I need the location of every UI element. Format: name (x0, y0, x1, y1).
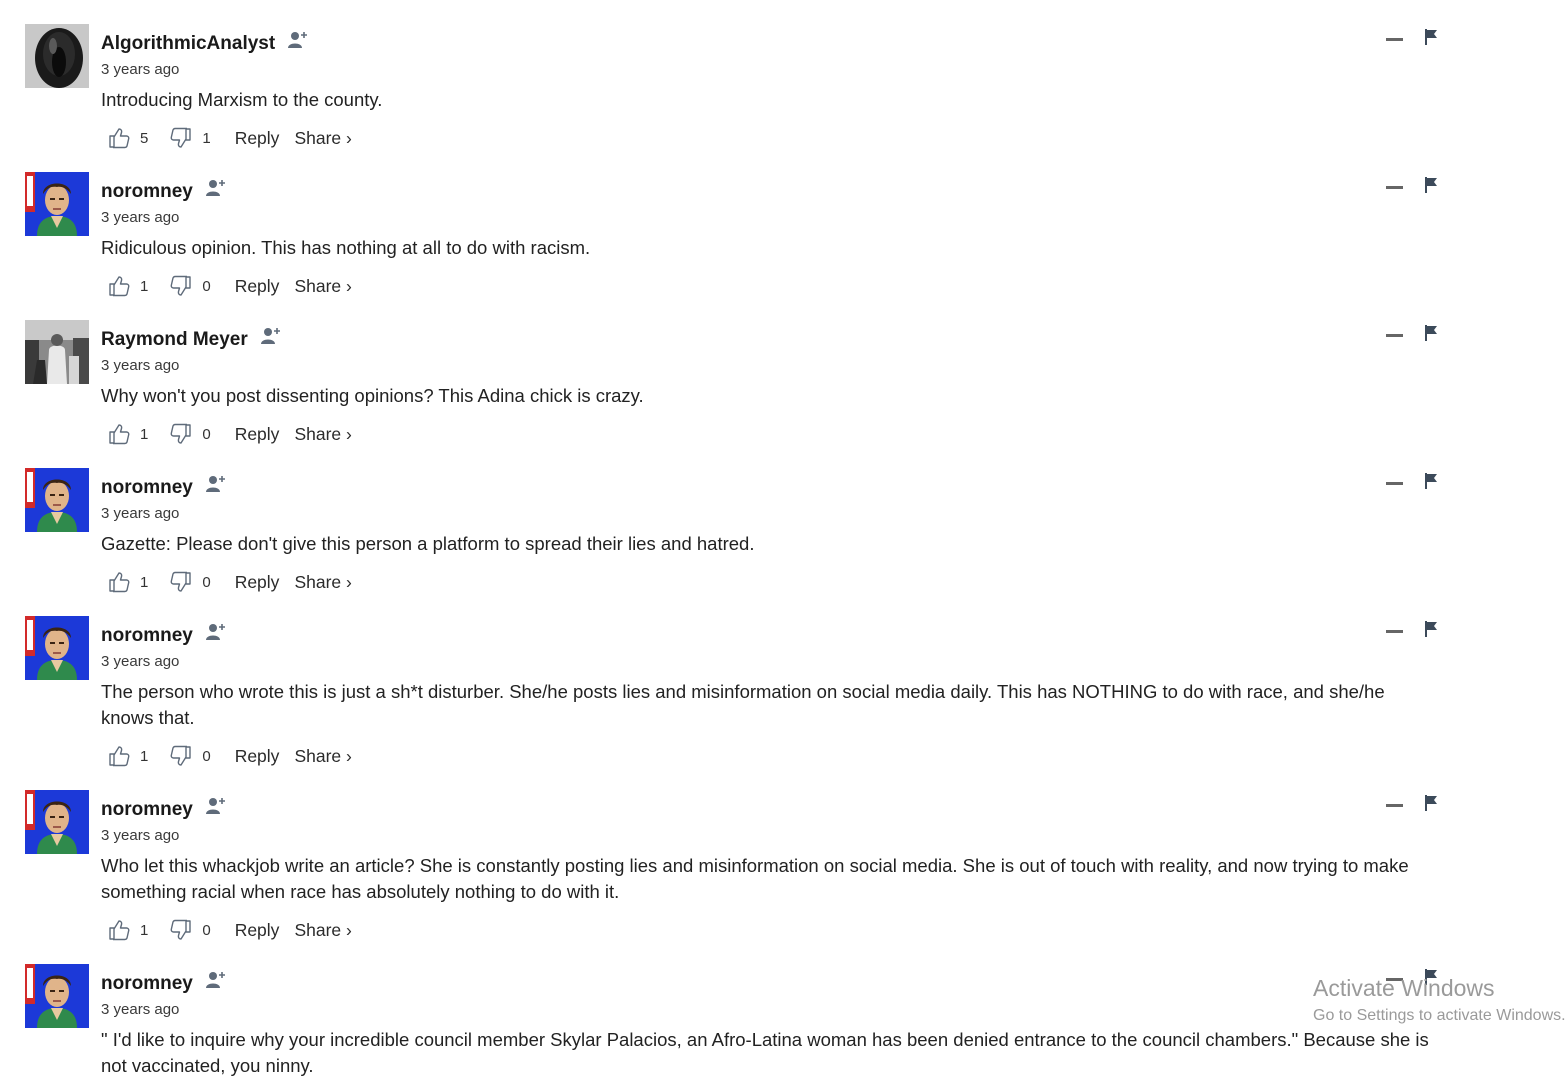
avatar[interactable] (25, 172, 89, 236)
follow-user-icon[interactable] (261, 326, 283, 352)
follow-user-icon[interactable] (206, 474, 228, 500)
timestamp: 3 years ago (101, 209, 180, 226)
comment-text: Gazette: Please don't give this person a platform to spread their lies and hatred. (101, 533, 755, 554)
timestamp: 3 years ago (101, 653, 180, 670)
basketball-player-avatar-icon (25, 964, 89, 1028)
reply-button[interactable]: Reply (234, 423, 280, 444)
comment (0, 964, 1456, 1092)
comment-text: Ridiculous opinion. This has nothing at all to do with racism. (101, 237, 591, 258)
thumbs-up-icon (108, 919, 130, 941)
author-label: noromney (101, 477, 193, 498)
follow-user-icon[interactable] (206, 796, 228, 822)
author-label: noromney (101, 625, 193, 646)
reply-button[interactable]: Reply (234, 571, 280, 592)
author-name[interactable] (101, 474, 228, 500)
share-button[interactable]: Share › (294, 275, 352, 296)
dark-oval-avatar-icon (25, 24, 89, 88)
author-label: Raymond Meyer (101, 329, 248, 350)
thumbs-up-icon (108, 127, 130, 149)
thumbs-up-icon (108, 423, 130, 445)
dislike-button[interactable] (170, 423, 210, 445)
follow-user-icon[interactable] (288, 30, 310, 56)
comment (0, 616, 1456, 790)
timestamp: 3 years ago (101, 827, 180, 844)
thumbs-down-icon (170, 919, 192, 941)
avatar[interactable] (25, 964, 89, 1028)
comment (0, 172, 1456, 320)
comment-actions (108, 124, 352, 152)
author-label: noromney (101, 799, 193, 820)
author-name[interactable] (101, 970, 228, 996)
basketball-player-avatar-icon (25, 616, 89, 680)
thumbs-down-icon (170, 745, 192, 767)
like-count: 1 (140, 921, 149, 939)
follow-user-icon[interactable] (206, 178, 228, 204)
follow-user-icon[interactable] (206, 622, 228, 648)
timestamp: 3 years ago (101, 61, 180, 78)
avatar[interactable] (25, 24, 89, 88)
thumbs-down-icon (170, 275, 192, 297)
comment-text: Why won't you post dissenting opinions? This Adina chick is crazy. (101, 385, 644, 406)
like-count: 1 (140, 277, 149, 295)
avatar[interactable] (25, 320, 89, 384)
share-button[interactable]: Share › (294, 919, 352, 940)
comment-actions (108, 420, 352, 448)
dislike-count: 1 (202, 129, 211, 147)
flag-icon[interactable] (1424, 177, 1438, 193)
author-name[interactable] (101, 178, 228, 204)
minimize-comment-icon[interactable] (1386, 334, 1403, 337)
dislike-button[interactable] (170, 127, 210, 149)
flag-icon[interactable] (1424, 621, 1438, 637)
author-label: noromney (101, 973, 193, 994)
basketball-player-avatar-icon (25, 790, 89, 854)
comment-text: " I'd like to inquire why your incredible council member Skylar Palacios, an Afro-Latina woman has been denied entrance to the council chambers." Because she is not vaccinated, you ninny. (101, 1029, 1429, 1076)
basketball-player-avatar-icon (25, 468, 89, 532)
watermark-subtitle: Go to Settings to activate Windows. (1313, 1007, 1566, 1024)
minimize-comment-icon[interactable] (1386, 186, 1403, 189)
timestamp: 3 years ago (101, 505, 180, 522)
share-button[interactable]: Share › (294, 423, 352, 444)
avatar[interactable] (25, 616, 89, 680)
reply-button[interactable]: Reply (234, 127, 280, 148)
like-button[interactable] (108, 275, 148, 297)
dislike-count: 0 (202, 921, 211, 939)
comment-text: Introducing Marxism to the county. (101, 89, 383, 110)
comment (0, 24, 1456, 172)
dislike-button[interactable] (170, 919, 210, 941)
author-name[interactable] (101, 30, 310, 56)
flag-icon[interactable] (1424, 29, 1438, 45)
basketball-player-avatar-icon (25, 172, 89, 236)
share-button[interactable]: Share › (294, 127, 352, 148)
watermark-title: Activate Windows (1313, 975, 1495, 1001)
dislike-count: 0 (202, 573, 211, 591)
comment-actions (108, 272, 352, 300)
thumbs-up-icon (108, 571, 130, 593)
thumbs-down-icon (170, 571, 192, 593)
share-button[interactable]: Share › (294, 571, 352, 592)
black-and-white-photo-avatar-icon (25, 320, 89, 384)
author-label: AlgorithmicAnalyst (101, 33, 276, 54)
comment-text: The person who wrote this is just a sh*t disturber. She/he posts lies and misinformation on social media daily. This has NOTHING to do with race, and she/he knows that. (101, 681, 1385, 728)
follow-user-icon[interactable] (206, 970, 228, 996)
like-count: 5 (140, 129, 149, 147)
dislike-button[interactable] (170, 571, 210, 593)
like-button[interactable] (108, 571, 148, 593)
author-name[interactable] (101, 796, 228, 822)
author-name[interactable] (101, 622, 228, 648)
author-name[interactable] (101, 326, 283, 352)
like-count: 1 (140, 425, 149, 443)
minimize-comment-icon[interactable] (1386, 978, 1403, 981)
minimize-comment-icon[interactable] (1386, 38, 1403, 41)
comment (0, 468, 1456, 616)
flag-icon[interactable] (1424, 325, 1438, 341)
comment-text: Who let this whackjob write an article? She is constantly posting lies and misinformation on social media. She is out of touch with reality, and now trying to make something racial when race has absolutely nothing to do with it. (101, 855, 1409, 902)
timestamp: 3 years ago (101, 357, 180, 374)
dislike-button[interactable] (170, 745, 210, 767)
like-button[interactable] (108, 127, 148, 149)
avatar[interactable] (25, 790, 89, 854)
dislike-button[interactable] (170, 275, 210, 297)
dislike-count: 0 (202, 747, 211, 765)
like-button[interactable] (108, 423, 148, 445)
thumbs-up-icon (108, 745, 130, 767)
comment (0, 320, 1456, 468)
comment-actions (108, 742, 352, 770)
minimize-comment-icon[interactable] (1386, 804, 1403, 807)
reply-button[interactable]: Reply (234, 745, 280, 766)
like-button[interactable] (108, 745, 148, 767)
thumbs-up-icon (108, 275, 130, 297)
flag-icon[interactable] (1424, 473, 1438, 489)
like-count: 1 (140, 573, 149, 591)
comment-actions (108, 916, 352, 944)
share-button[interactable]: Share › (294, 745, 352, 766)
reply-button[interactable]: Reply (234, 919, 280, 940)
reply-button[interactable]: Reply (234, 275, 280, 296)
flag-icon[interactable] (1424, 969, 1438, 985)
author-label: noromney (101, 181, 193, 202)
thumbs-down-icon (170, 127, 192, 149)
comment (0, 790, 1456, 964)
avatar[interactable] (25, 468, 89, 532)
thumbs-down-icon (170, 423, 192, 445)
comment-actions (108, 568, 352, 596)
like-button[interactable] (108, 919, 148, 941)
timestamp: 3 years ago (101, 1001, 180, 1018)
minimize-comment-icon[interactable] (1386, 630, 1403, 633)
dislike-count: 0 (202, 425, 211, 443)
flag-icon[interactable] (1424, 795, 1438, 811)
minimize-comment-icon[interactable] (1386, 482, 1403, 485)
dislike-count: 0 (202, 277, 211, 295)
like-count: 1 (140, 747, 149, 765)
